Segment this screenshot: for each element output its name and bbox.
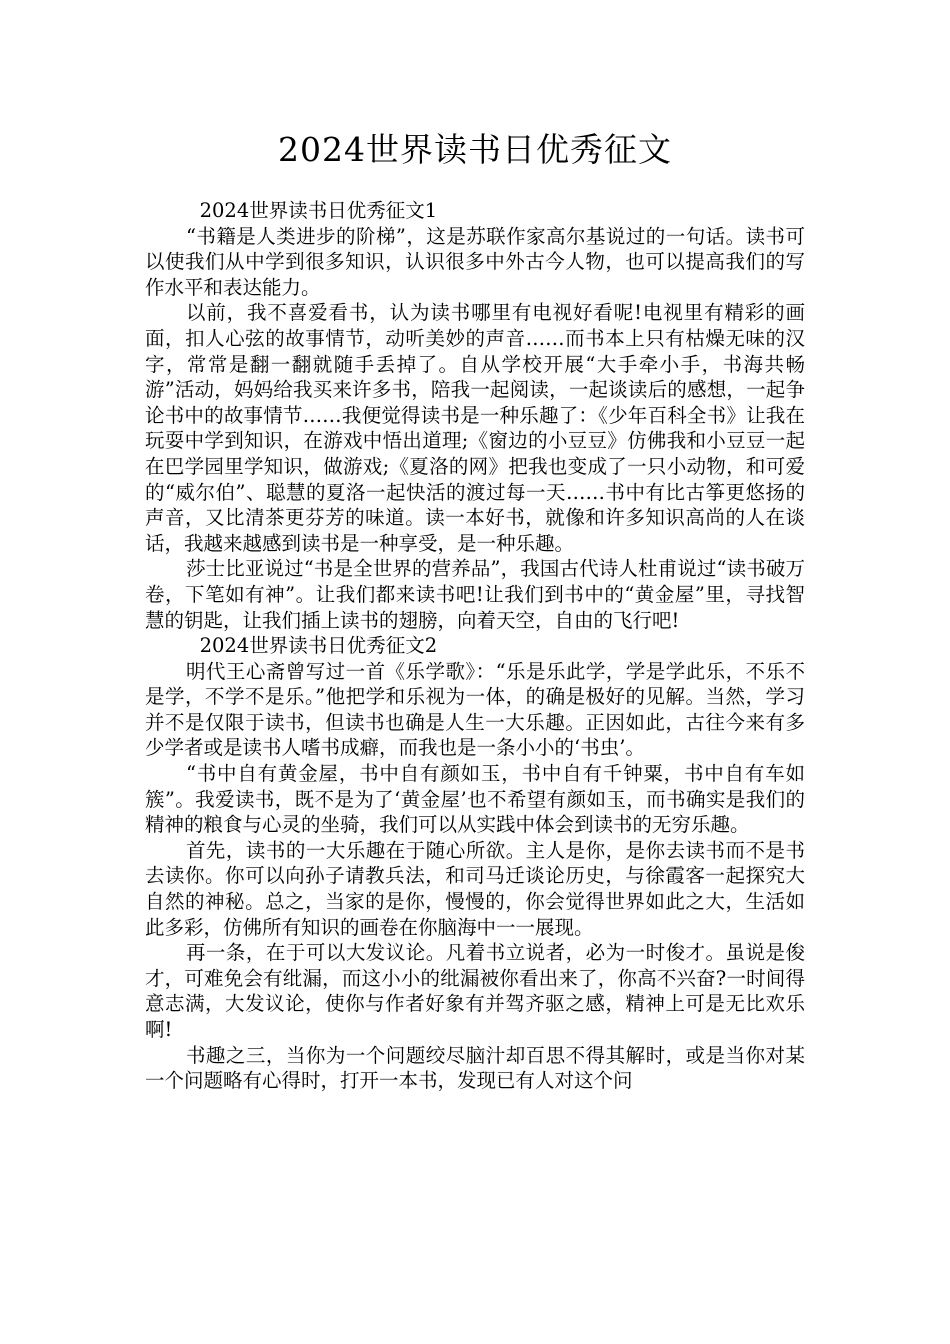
paragraph: 莎士比亚说过“书是全世界的营养品”，我国古代诗人杜甫说过“读书破万卷，下笔如有神”。让我们都来读书吧!让我们到书中的“黄金屋”里，寻找智慧的钥匙，让我们插上读书的翅膀，向着天空，自由的飞行吧! [145,557,805,632]
paragraph: “书中自有黄金屋，书中自有颜如玉，书中自有千钟粟，书中自有车如簇”。我爱读书，既不是为了‘黄金屋’也不希望有颜如玉，而书确实是我们的精神的粮食与心灵的坐骑，我们可以从实践中体会到读书的无穷乐趣。 [145,762,805,837]
paragraph: 书趣之三，当你为一个问题绞尽脑汁却百思不得其解时，或是当你对某一个问题略有心得时，打开一本书，发现已有人对这个问 [145,1043,805,1093]
section-heading: 2024世界读书日优秀征文2 [199,634,438,658]
section-heading: 2024世界读书日优秀征文1 [199,199,438,222]
document-title: 2024世界读书日优秀征文 [278,130,672,169]
paragraph: 再一条，在于可以大发议论。凡着书立说者，必为一时俊才。虽说是俊才，可难免会有纰漏，而这小小的纰漏被你看出来了，你高不兴奋?一时间得意志满，大发议论，使你与作者好象有并驾齐驱之感，精神上可是无比欢乐啊! [145,941,805,1041]
paragraph: 明代王心斋曾写过一首《乐学歌》：“乐是乐此学，学是学此乐，不乐不是学，不学不是乐。”他把学和乐视为一体，的确是极好的见解。当然，学习并不是仅限于读书，但读书也确是人生一大乐趣。正因如此，古往今来有多少学者或是读书人嗜书成癖，而我也是一条小小的‘书虫’。 [145,659,805,760]
paragraph: 首先，读书的一大乐趣在于随心所欲。主人是你，是你去读书而不是书去读你。你可以向孙子请教兵法，和司马迁谈论历史，与徐霞客一起探究大自然的神秘。总之，当家的是你，慢慢的，你会觉得世界如此之大，生活如此多彩，仿佛所有知识的画卷在你脑海中一一展现。 [145,838,805,939]
paragraph: “书籍是人类进步的阶梯”，这是苏联作家高尔基说过的一句话。读书可以使我们从中学到很多知识，认识很多中外古今人物，也可以提高我们的写作水平和表达能力。 [145,224,805,299]
document-body [145,198,805,1094]
paragraph: 以前，我不喜爱看书，认为读书哪里有电视好看呢!电视里有精彩的画面，扣人心弦的故事情节，动听美妙的声音……而书本上只有枯燥无味的汉字，常常是翻一翻就随手丢掉了。自从学校开展“大手牵小手，书海共畅游”活动，妈妈给我买来许多书，陪我一起阅读，一起谈读后的感想，一起争论书中的故事情节……我便觉得读书是一种乐趣了：《少年百科全书》让我在玩耍中学到知识，在游戏中悟出道理;《窗边的小豆豆》仿佛我和小豆豆一起在巴学园里学知识，做游戏;《夏洛的网》把我也变成了一只小动物，和可爱的“威尔伯”、聪慧的夏洛一起快活的渡过每一天……书中有比古筝更悠扬的声音，又比清茶更芬芳的味道。读一本好书，就像和许多知识高尚的人在谈话，我越来越感到读书是一种享受，是一种乐趣。 [145,301,805,555]
